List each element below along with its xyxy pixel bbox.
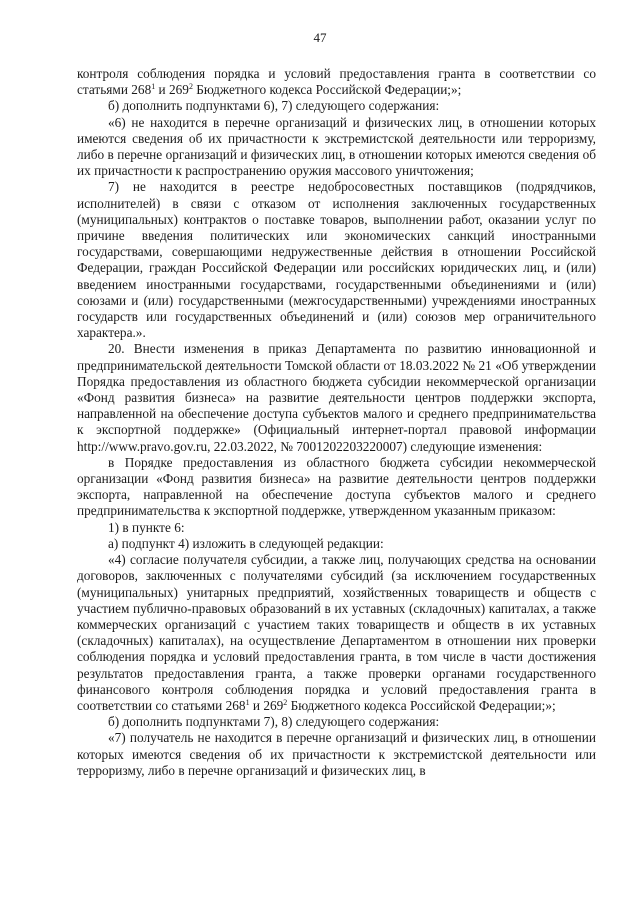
paragraph-subpoint-4-edit: а) подпункт 4) изложить в следующей редакции: bbox=[108, 535, 384, 551]
paragraph-subpoint-7-new: «7) получатель не находится в перечне организаций и физических лиц, в отношении которых имеются сведения об их причастности к экстремистской деятельности или терроризму, либо в перечне организаций и физических лиц, в bbox=[77, 730, 596, 778]
document-body bbox=[77, 66, 596, 779]
paragraph-add-subpoints-7-8: б) дополнить подпунктами 7), 8) следующего содержания: bbox=[108, 714, 440, 730]
paragraph-procedure-changes: в Порядке предоставления из областного бюджета субсидии некоммерческой организации «Фонд развития бизнеса» на развитие деятельности центров поддержки экспорта, направленной на обеспечение доступа субъектов малого и среднего предпринимательства к экспортной поддержке, утвержденном указанным приказом: bbox=[77, 454, 596, 519]
paragraph-add-subpoints-6-7: б) дополнить подпунктами 6), 7) следующего содержания: bbox=[108, 98, 440, 114]
paragraph-item-20: 20. Внести изменения в приказ Департамента по развитию инновационной и предпринимательской деятельности Томской области от 18.03.2022 № 21 «Об утверждении Порядка предоставления из областного бюджета субсидии некоммерческой организации «Фонд развития бизнеса» на развитие деятельности центров поддержки экспорта, направленной на обеспечение доступа субъектов малого и среднего предпринимательства к экспортной поддержке» (Официальный интернет-портал правовой информации http://www.pravo.gov.ru, 22.03.2022, № 7001202203220007) следующие изменения: bbox=[77, 341, 596, 454]
paragraph-point-6: 1) в пункте 6: bbox=[108, 519, 185, 535]
paragraph-subpoint-4-text: «4) согласие получателя субсидии, а также лиц, получающих средства на основании договоров, заключенных с получателями субсидий (за исключением государственных (муниципальных) унитарных предприятий, хозяйственных товариществ и обществ с участием публично-правовых образований в их уставных (складочных) капиталах, а также коммерческих организаций с участием таких товариществ и обществ в их уставных (складочных) капиталах), на осуществление Департаментом в отношении них проверки соблюдения порядка и условий предоставления гранта, в том числе в части достижения результатов предоставления гранта, а также проверки органами государственного финансового контроля соблюдения порядка и условий предоставления гранта в соответствии со статьями $268^1$ и $269^2$ Бюджетного кодекса Российской Федерации;»; bbox=[77, 552, 596, 713]
paragraph-subpoint-6: «6) не находится в перечне организаций и физических лиц, в отношении которых имеются сведения об их причастности к экстремистской деятельности или терроризму, либо в перечне организаций и физических лиц, в отношении которых имеются сведения об их причастности к распространению оружия массового уничтожения; bbox=[77, 114, 596, 179]
paragraph-grant-control-end: контроля соблюдения порядка и условий предоставления гранта в соответствии со статьями $268^1$ и $269^2$ Бюджетного кодекса Российской Федерации;»; bbox=[77, 66, 596, 98]
page-number: 47 bbox=[313, 30, 327, 45]
paragraph-subpoint-7: 7) не находится в реестре недобросовестных поставщиков (подрядчиков, исполнителей) в связи с отказом от исполнения заключенных государственных (муниципальных) контрактов о поставке товаров, выполнении работ, оказании услуг по причине введения политических или экономических санкций иностранными государствами, совершающими недружественные действия в отношении Российской Федерации, граждан Российской Федерации или российских юридических лиц, и (или) введением иностранными государствами, государственными объединениями и (или) союзами и (или) государственными (межгосударственными) учреждениями иностранных государств или государственных объединений и (или) союзов мер ограничительного характера.». bbox=[77, 179, 596, 341]
